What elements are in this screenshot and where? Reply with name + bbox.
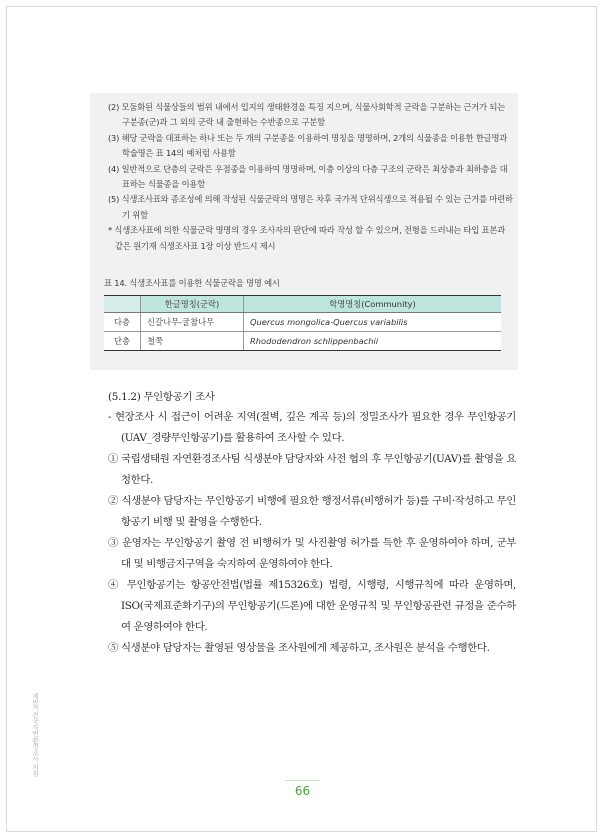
criteria-note: * 식생조사표에 의한 식물군락 명명의 경우 조사자의 판단에 따라 작성 할 수 있으며, 전형을 드러내는 타입 표본과 같은 원기재 식생조사표 1장 이상 반드시 제시 [108, 225, 506, 251]
table-caption: 표 14. 식생조사표를 이용한 식물군락을 명명 예시 [104, 278, 280, 288]
body-paragraph: - 현장조사 시 접근이 어려운 지역(절벽, 깊은 계곡 등)의 정밀조사가 필요한 경우 무인항공기(UAV_경량무인항공기)를 활용하여 조사할 수 있다. [108, 411, 516, 444]
naming-example-table [104, 295, 501, 351]
section-heading: (5.1.2) 무인항공기 조사 [108, 391, 215, 403]
table-cell-scientific: Rhododendron schlippenbachii [244, 332, 502, 351]
criteria-item: (5) 식생조사표와 종조성에 의해 작성된 식물군락의 명명은 차후 국가적 단위식생으로 적용될 수 있는 근거를 마련하기 위함 [108, 194, 513, 220]
table-header-row [104, 296, 501, 313]
criteria-list [108, 100, 513, 254]
body-paragraph: ③ 운영자는 무인항공기 촬영 전 비행허가 및 사진촬영 허가를 득한 후 운영하여야 하며, 군부대 및 비행금지구역을 숙지하여 운영하여야 한다. [108, 537, 516, 570]
table-cell-type: 다층 [104, 313, 141, 332]
criteria-item: (2) 모둠화된 식물상들의 범위 내에서 입지의 생태환경을 특징 지으며, 식물사회학적 군락을 구분하는 근거가 되는 구분종(군)과 그 외의 군락 내 출현하는 수반종으로 구분함 [108, 102, 505, 128]
criteria-item: (3) 해당 군락을 대표하는 하나 또는 두 개의 구분종을 이용하여 명칭을 명명하며, 2개의 식물종을 이용한 한글명과 학술명은 표 14의 예처럼 사용함 [108, 132, 508, 159]
table-header-cell: 학명명칭(Community) [244, 296, 502, 313]
table-cell-korean: 신갈나무-굴참나무 [141, 313, 244, 332]
table-row [104, 332, 501, 351]
table-header-cell: 한글명칭(군락) [141, 296, 244, 313]
body-paragraph: ② 식생분야 담당자는 무인항공기 비행에 필요한 행정서류(비행허가 등)를 구비·작성하고 무인항공기 비행 및 촬영을 수행한다. [108, 495, 516, 528]
page-number: 66 [285, 780, 320, 798]
table-cell-type: 단층 [104, 332, 141, 351]
table-row [104, 313, 501, 332]
body-paragraph: ⑤ 식생분야 담당자는 촬영된 영상물을 조사원에게 제공하고, 조사원은 분석을 수행한다. [108, 642, 490, 654]
criteria-item: (4) 일반적으로 단층의 군락은 우점종을 이용하여 명명하며, 이층 이상의 다층 구조의 군락은 최상층과 최하층을 대표하는 식물종을 이용함 [108, 163, 508, 190]
body-paragraph: ④ 무인항공기는 항공안전법(법률 제15326호) 법령, 시행령, 시행규칙에 따라 운영하며, ISO(국제표준화기구)의 무인항공기(드론)에 대한 운영규칙 및 무인항공관련 규정을 준수하여 운영하여야 한다. [108, 579, 516, 633]
running-side-title: 제5차 전국자연환경조사 지침 [31, 693, 39, 777]
table-header-cell [104, 296, 141, 313]
table-cell-scientific: Quercus mongolica-Quercus variabilis [244, 313, 502, 332]
table-cell-korean: 철쭉 [141, 332, 244, 351]
body-paragraph: ① 국립생태원 자연환경조사팀 식생분야 담당자와 사전 협의 후 무인항공기(UAV)를 촬영을 요청한다. [108, 453, 516, 486]
main-content [108, 388, 516, 659]
